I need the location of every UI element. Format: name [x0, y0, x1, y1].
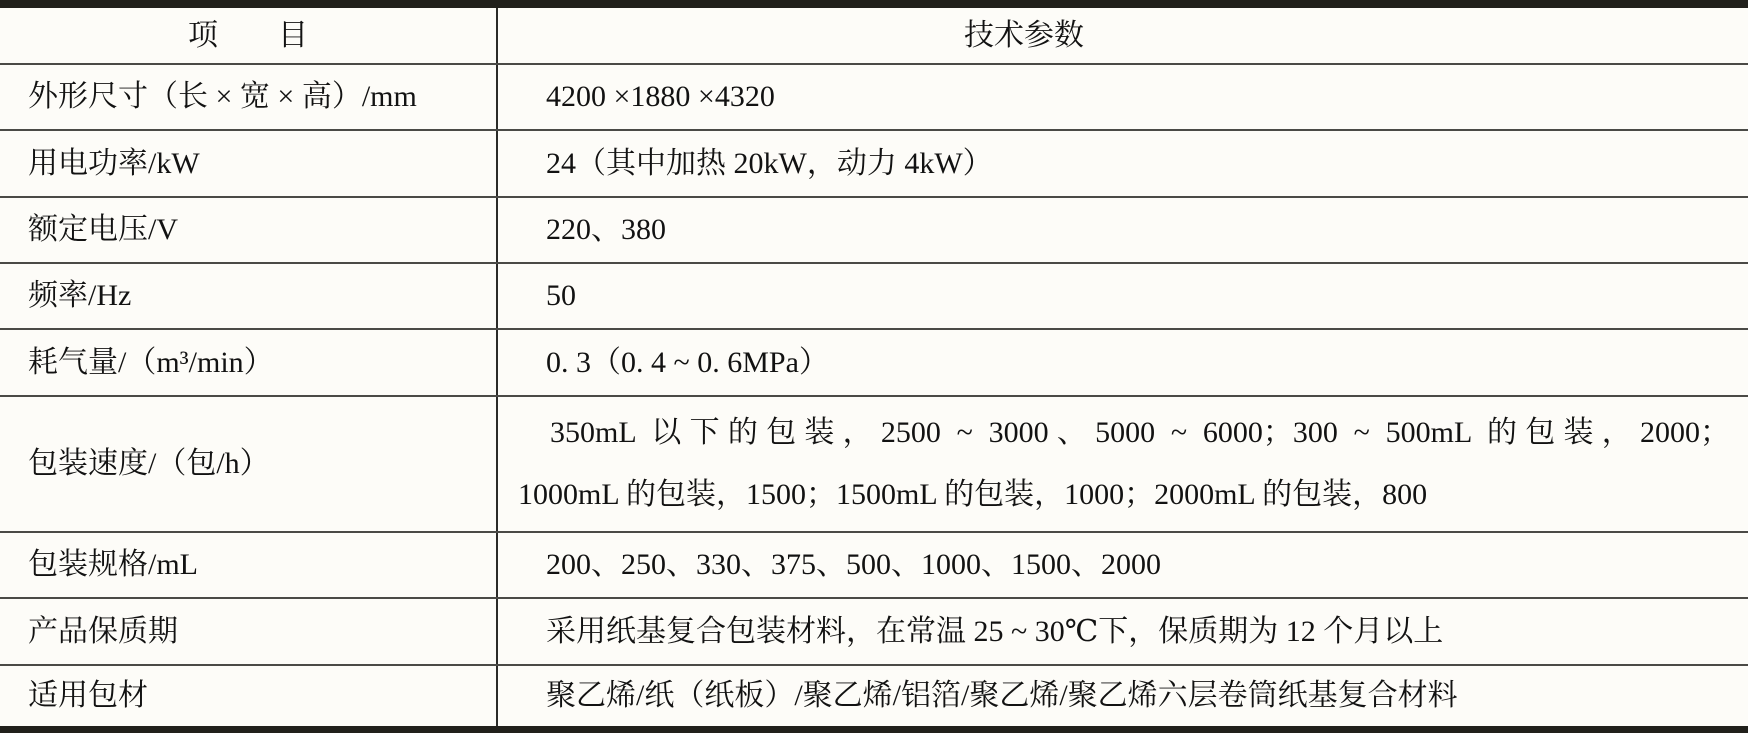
- row-value: [498, 330, 1748, 395]
- row-item: [0, 397, 498, 531]
- row-value-text: 0. 3（0. 4 ~ 0. 6MPa）: [546, 345, 829, 379]
- row-value-text: 24（其中加热 20kW，动力 4kW）: [546, 146, 993, 180]
- row-item: [0, 666, 498, 726]
- table-row: [0, 330, 1748, 397]
- row-item-label: 外形尺寸（长 × 宽 × 高）/mm: [28, 80, 417, 114]
- row-value: [498, 131, 1748, 196]
- row-value: [498, 397, 1748, 531]
- row-item-label: 包装规格/mL: [28, 548, 198, 582]
- row-item: [0, 131, 498, 196]
- table-row: [0, 131, 1748, 198]
- row-item-label: 耗气量/（m³/min）: [28, 345, 274, 379]
- row-item-label: 额定电压/V: [28, 213, 178, 247]
- table-header-row: [0, 8, 1748, 65]
- row-item: [0, 330, 498, 395]
- header-item-label: 项 目: [188, 18, 308, 52]
- row-item: [0, 65, 498, 129]
- table-row: [0, 397, 1748, 533]
- row-value: [498, 198, 1748, 262]
- header-value-cell: [498, 8, 1748, 63]
- table-row: [0, 65, 1748, 131]
- row-item-label: 包装速度/（包/h）: [28, 447, 270, 481]
- table-row: [0, 599, 1748, 666]
- row-value-line-1: 350mL 以下的包装，2500 ~ 3000、5000 ~ 6000；300 ~ 500mL 的包装，2000；: [550, 416, 1730, 449]
- header-item-cell: [0, 8, 498, 63]
- row-item: [0, 264, 498, 328]
- row-value-text: 50: [546, 279, 576, 313]
- table-row: [0, 666, 1748, 726]
- table-row: [0, 533, 1748, 599]
- row-value-text: 220、380: [546, 213, 666, 247]
- row-value: [498, 533, 1748, 597]
- row-item-label: 产品保质期: [28, 614, 178, 648]
- row-value: [498, 666, 1748, 726]
- row-value-text: 采用纸基复合包装材料，在常温 25 ~ 30℃下，保质期为 12 个月以上: [546, 614, 1444, 648]
- row-value-text: 4200 ×1880 ×4320: [546, 80, 775, 114]
- table-row: [0, 198, 1748, 264]
- row-value: [498, 599, 1748, 664]
- row-item: [0, 599, 498, 664]
- row-item-label: 适用包材: [28, 679, 148, 713]
- row-item: [0, 198, 498, 262]
- row-value-text: 200、250、330、375、500、1000、1500、2000: [546, 548, 1161, 582]
- row-value: [498, 65, 1748, 129]
- header-value-label: 技术参数: [964, 18, 1084, 52]
- row-value-text: 聚乙烯/纸（纸板）/聚乙烯/铝箔/聚乙烯/聚乙烯六层卷筒纸基复合材料: [546, 679, 1458, 713]
- table-row: [0, 264, 1748, 330]
- row-value: [498, 264, 1748, 328]
- row-value-line-2: 1000mL 的包装，1500；1500mL 的包装，1000；2000mL 的包装，800: [518, 478, 1428, 511]
- row-item: [0, 533, 498, 597]
- row-item-label: 频率/Hz: [28, 279, 132, 313]
- row-item-label: 用电功率/kW: [28, 146, 200, 180]
